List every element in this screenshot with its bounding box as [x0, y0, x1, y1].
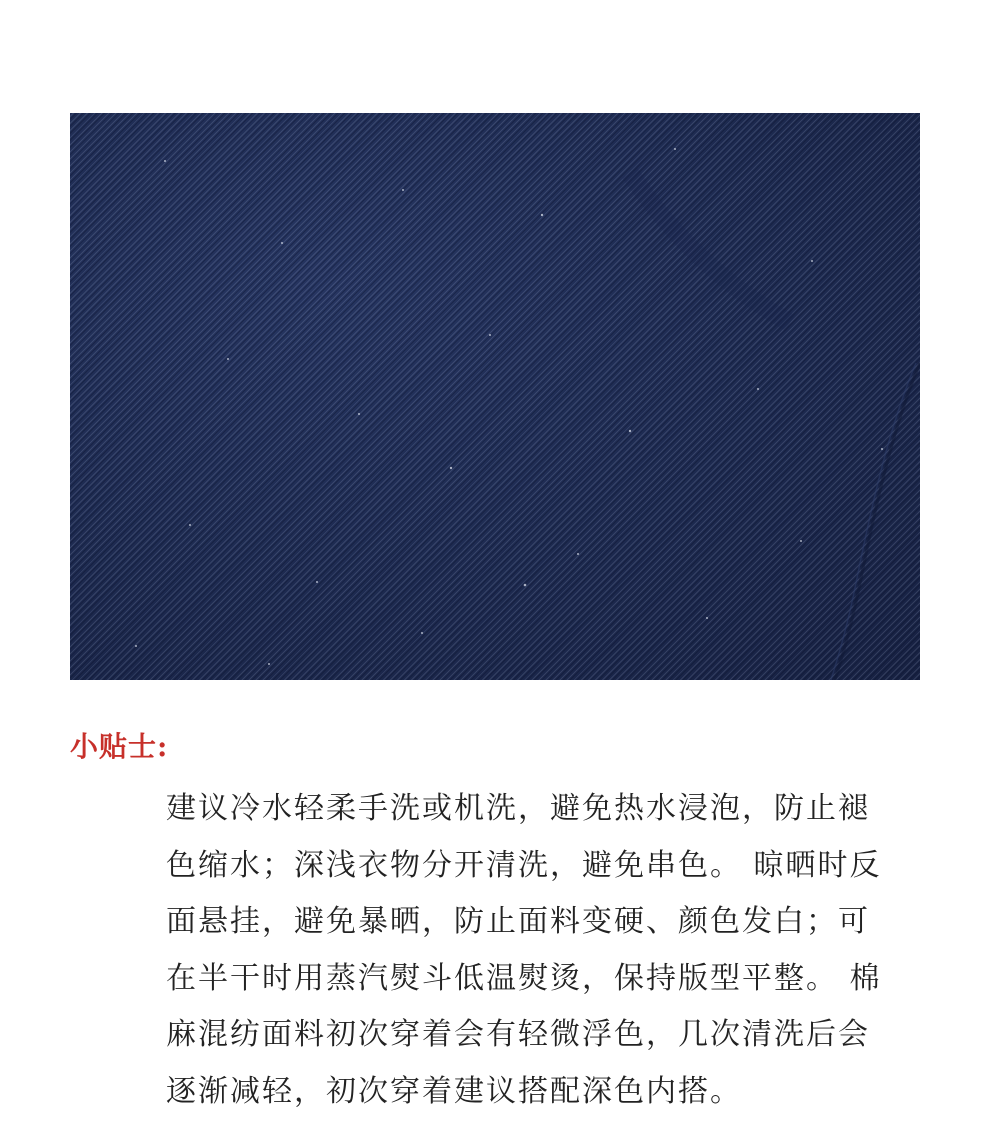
fabric-fold: [630, 173, 790, 323]
tips-line: 在半干时用蒸汽熨斗低温熨烫，保持版型平整。 棉: [166, 960, 882, 996]
fabric-seam: [835, 363, 920, 680]
tips-line: 色缩水；深浅衣物分开清洗，避免串色。 晾晒时反: [166, 847, 882, 883]
tips-line: 面悬挂，避免暴晒，防止面料变硬、颜色发白；可: [166, 904, 870, 939]
tips-title: 小贴士:: [70, 730, 169, 763]
tips-body: [166, 781, 918, 1120]
fabric-texture: [70, 113, 920, 680]
tips-line: 逐渐减轻，初次穿着建议搭配深色内搭。: [166, 1073, 742, 1109]
denim-fabric-image: [70, 113, 920, 680]
tips-line: 麻混纺面料初次穿着会有轻微浮色，几次清洗后会: [166, 1017, 870, 1052]
tips-line: 建议冷水轻柔手洗或机洗，避免热水浸泡，防止褪: [166, 791, 870, 826]
fabric-specks: [135, 148, 883, 665]
